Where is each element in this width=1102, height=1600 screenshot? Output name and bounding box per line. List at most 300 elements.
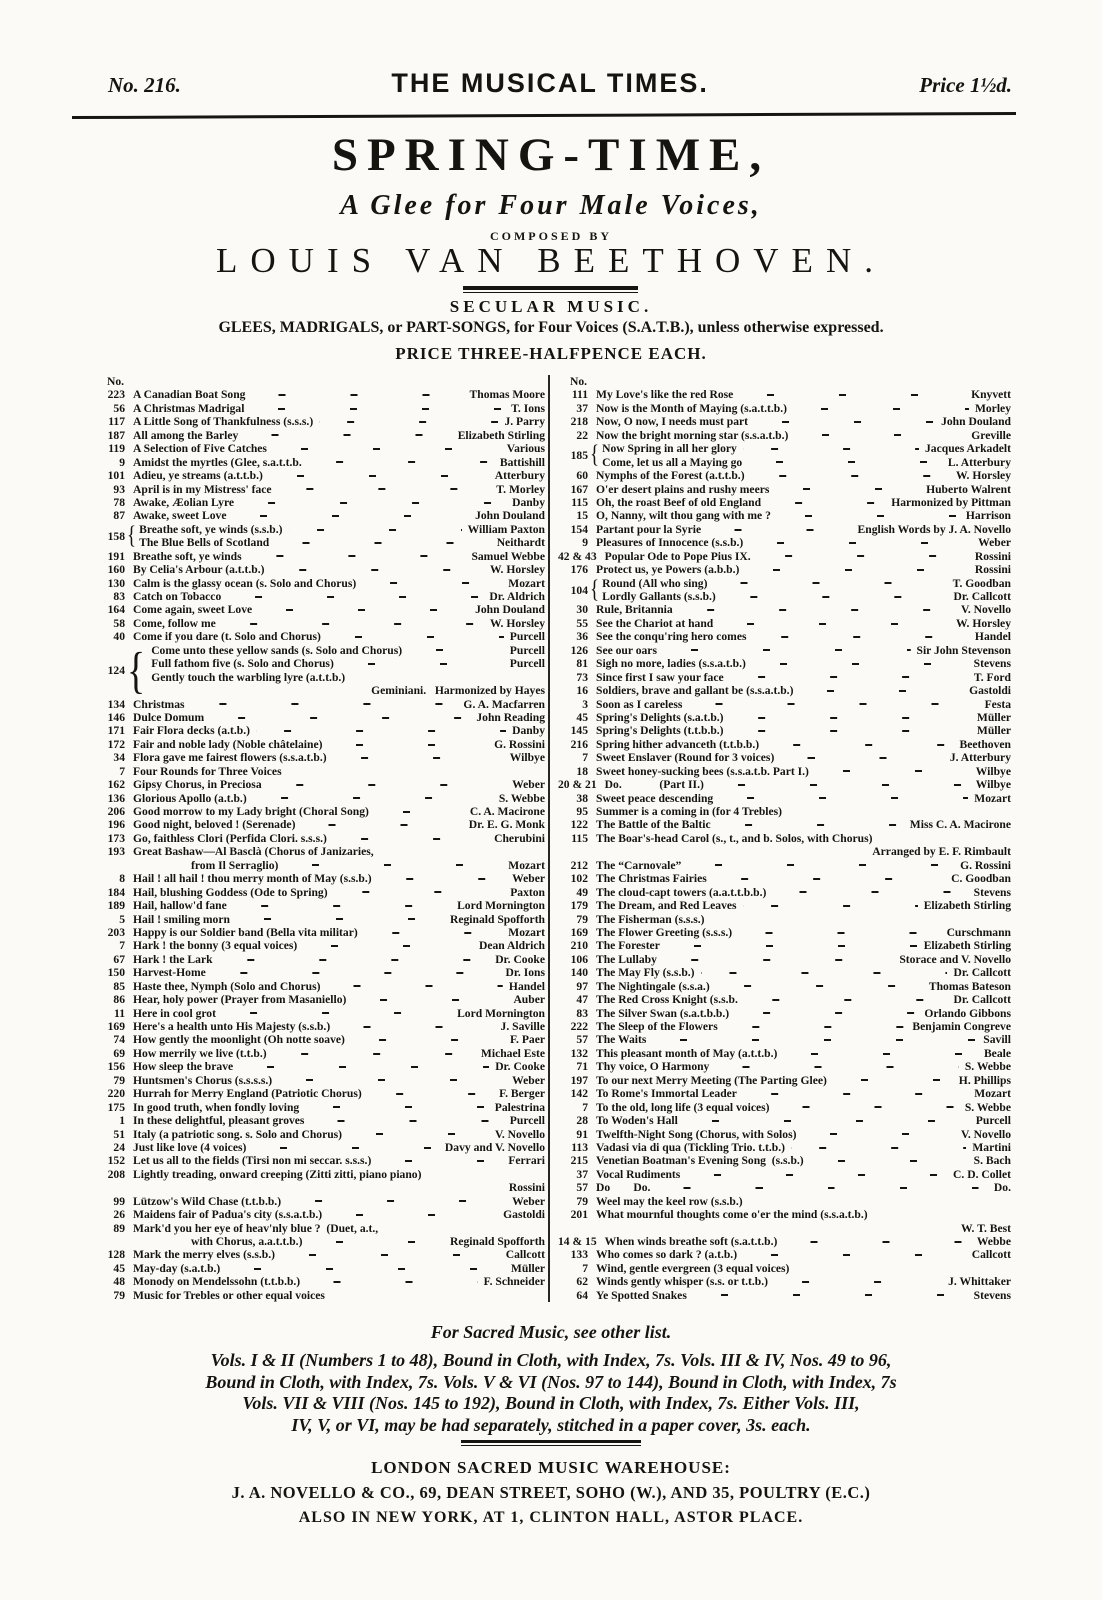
dash-leader (753, 636, 969, 638)
item-title: Sweet peace descending (596, 791, 714, 805)
item-title: Hear, holy power (Prayer from Masaniello) (133, 993, 347, 1007)
item-composer: Lord Mornington (457, 1006, 545, 1020)
list-item (602, 442, 1011, 455)
dash-leader (767, 502, 885, 504)
list-item (95, 1060, 545, 1073)
item-title: The Flower Greeting (s.s.s.) (596, 925, 733, 939)
issue-number: No. 216. (108, 73, 181, 97)
item-title: In good truth, when fondly loving (133, 1100, 300, 1114)
list-item (95, 792, 545, 805)
dash-leader (287, 1200, 506, 1202)
dash-leader (739, 394, 965, 396)
item-composer: Storace and V. Novello (899, 952, 1011, 966)
dash-leader (783, 1053, 978, 1055)
item-composer: W. T. Best (960, 1221, 1011, 1235)
item-composer: Dr. Callcott (953, 966, 1011, 980)
address-line-2: ALSO IN NEW YORK, AT 1, CLINTON HALL, ASTOR PLACE. (298, 1509, 804, 1526)
item-composer: Greville (971, 428, 1011, 442)
item-number: 208 (107, 1167, 125, 1181)
list-item (95, 483, 545, 496)
dash-leader (794, 434, 965, 436)
item-title: Vadasi via di qua (Tickling Trio. t.t.b.) (596, 1140, 785, 1154)
item-composer: Mozart (508, 858, 545, 872)
item-number: 51 (113, 1127, 125, 1141)
item-composer: John Douland (941, 415, 1011, 429)
item-title: Soldiers, brave and gallant be (s.s.a.t.b.) (596, 684, 794, 698)
item-title: Spring hither advanceth (t.t.b.b.) (596, 737, 760, 751)
item-title: Hail, hallow'd fane (133, 899, 227, 913)
item-title: Sweet honey-sucking bees (s.s.a.t.b. Part I.) (596, 764, 809, 778)
item-composer: Jacques Arkadelt (925, 442, 1011, 456)
item-title: Come, let us all a Maying go (602, 455, 743, 469)
item-title: Fair Flora decks (a.t.b.) (133, 724, 250, 738)
list-item (95, 953, 545, 966)
masthead-rule (72, 112, 1016, 119)
item-number: 216 (570, 737, 588, 751)
item-title: The Dream, and Red Leaves (596, 899, 737, 913)
dash-leader (308, 1241, 444, 1243)
item-composer: Elizabeth Stirling (457, 428, 545, 442)
list-item (558, 1262, 1011, 1275)
dash-leader (743, 905, 918, 907)
item-number: 81 (576, 657, 588, 671)
dash-leader (710, 784, 970, 786)
item-composer: W. Horsley (956, 616, 1011, 630)
item-title: To Woden's Hall (596, 1114, 678, 1128)
item-title: My Love's like the red Rose (596, 388, 734, 402)
item-number: 142 (570, 1087, 588, 1101)
dash-leader (227, 596, 483, 598)
list-item (95, 1101, 545, 1114)
item-title: Spring's Delights (s.a.t.b.) (596, 710, 724, 724)
item-title: Amidst the myrtles (Glee, s.a.t.t.b. (133, 455, 302, 469)
list-item (558, 738, 1011, 751)
dash-leader (351, 1039, 504, 1041)
list-item (558, 1141, 1011, 1154)
journal-title: THE MUSICAL TIMES. (391, 68, 709, 98)
dash-leader (378, 878, 507, 880)
item-title: Sigh no more, ladies (s.s.a.t.b.) (596, 657, 746, 671)
item-title: Since first I saw your face (596, 670, 724, 684)
item-composer: Webbe (976, 1235, 1011, 1248)
list-item-group (95, 523, 545, 550)
item-composer: John Douland (475, 603, 545, 617)
item-number: 160 (107, 563, 125, 577)
list-item (95, 1235, 545, 1248)
item-composer: J. Saville (500, 1020, 545, 1033)
dash-leader (686, 1174, 947, 1176)
dash-leader (281, 1254, 500, 1256)
item-number: 16 (576, 684, 588, 698)
item-number: 69 (113, 1046, 125, 1060)
item-composer: Rossini (974, 549, 1011, 563)
item-number: 34 (113, 751, 125, 765)
item-number: 119 (108, 442, 125, 456)
list-item (558, 698, 1011, 711)
dash-leader (256, 730, 506, 732)
list-item (558, 563, 1011, 576)
item-title: Christmas (133, 697, 185, 711)
list-item (558, 805, 1011, 818)
item-composer: Battishill (499, 455, 545, 469)
dash-leader (735, 1012, 918, 1014)
item-number: 146 (107, 710, 125, 724)
dash-leader (219, 959, 490, 961)
item-title: The Boar's-head Carol (s., t., and b. Solos, with Chorus) (596, 831, 873, 845)
list-item (558, 832, 1011, 845)
item-title: Mark'd you her eye of heav'nly blue ? (Duet, a.t., (133, 1221, 379, 1235)
list-item (95, 1289, 545, 1302)
item-composer: Weber (512, 1073, 545, 1087)
list-item (95, 550, 545, 563)
dash-leader (743, 1093, 968, 1095)
item-number: 56 (113, 401, 125, 415)
dash-leader (252, 1147, 439, 1149)
list-item (558, 899, 1011, 912)
item-title: Just like love (4 voices) (133, 1140, 247, 1154)
brace-glyph: { (127, 641, 146, 698)
dash-leader (743, 1254, 966, 1256)
item-number: 162 (107, 778, 125, 792)
item-title: Go, faithless Clori (Perfida Clori. s.s.s.) (133, 831, 327, 845)
dash-leader (679, 609, 955, 611)
item-composer: Elizabeth Stirling (923, 899, 1011, 913)
footer-divider-rule (461, 1440, 641, 1446)
item-number: 169 (570, 925, 588, 939)
dash-leader (250, 408, 505, 410)
dash-leader (233, 905, 451, 907)
item-title: See the Chariot at hand (596, 616, 714, 630)
item-title: Hail ! all hail ! thou merry month of May (s.s.b.) (133, 872, 372, 886)
list-item (558, 859, 1011, 872)
item-number: 78 (113, 495, 125, 509)
item-composer: Davy and V. Novello (444, 1140, 545, 1154)
column-header: No. (570, 375, 588, 388)
item-title: The Fisherman (s.s.s.) (596, 912, 705, 926)
volumes-info (0, 1350, 1102, 1436)
item-composer: F. Schneider (483, 1275, 545, 1289)
list-item (95, 886, 545, 899)
item-title: The May Fly (s.s.b.) (596, 966, 695, 980)
work-subtitle: A Glee for Four Male Voices, (340, 190, 762, 221)
item-composer: Dr. Callcott (953, 590, 1011, 603)
list-item-group (95, 641, 545, 698)
item-composer: Geminiani. Harmonized by Hayes (371, 684, 545, 698)
item-title: Gently touch the warbling lyre (a.t.t.b.) (151, 670, 346, 684)
item-composer: S. Webbe (498, 791, 545, 805)
dash-leader (210, 717, 470, 719)
list-item (558, 536, 1011, 549)
item-title: The Sleep of the Flowers (596, 1020, 718, 1033)
dash-leader (745, 569, 969, 571)
item-number: 14 & 15 (558, 1235, 597, 1248)
list-item (95, 442, 545, 455)
item-number: 7 (582, 1261, 588, 1275)
list-item (558, 429, 1011, 442)
item-number: 3 (582, 697, 588, 711)
list-item (95, 630, 545, 643)
item-title: Twelfth-Night Song (Chorus, with Solos) (596, 1127, 797, 1141)
item-composer: G. Rossini (960, 858, 1011, 872)
item-number: 158 (107, 529, 125, 543)
item-number: 189 (107, 899, 125, 913)
dash-leader (362, 582, 502, 584)
dash-leader (306, 1281, 477, 1283)
list-item (95, 1087, 545, 1100)
sacred-music-note: For Sacred Music, see other list. (430, 1322, 672, 1342)
item-composer: Wilbye (975, 778, 1011, 792)
item-composer: Sir John Stevenson (916, 643, 1011, 657)
list-item (151, 684, 545, 697)
item-number: 136 (107, 791, 125, 805)
item-title: The cloud-capt towers (a.a.t.t.b.b.) (596, 885, 767, 899)
list-item (558, 872, 1011, 885)
item-number: 42 & 43 (558, 549, 597, 563)
dash-leader (833, 1079, 953, 1081)
item-number: 185 (570, 449, 588, 463)
composed-by-label: COMPOSED BY (489, 229, 612, 243)
item-composer: John Reading (476, 710, 545, 724)
list-item (558, 496, 1011, 509)
dash-leader (791, 1147, 966, 1149)
item-title: Who comes so dark ? (a.t.b.) (596, 1248, 738, 1262)
item-number: 45 (113, 1261, 125, 1275)
item-composer: J. Whittaker (948, 1275, 1011, 1289)
item-number: 179 (570, 899, 588, 913)
item-title: Weel may the keel row (s.s.b.) (596, 1194, 743, 1208)
list-item (558, 818, 1011, 831)
item-number: 7 (582, 1100, 588, 1114)
item-title: Partant pour la Syrie (596, 522, 702, 536)
dash-leader (289, 529, 462, 531)
list-item (95, 563, 545, 576)
list-item (95, 1047, 545, 1060)
item-number: 79 (113, 1073, 125, 1087)
item-title: By Celia's Arbour (a.t.t.b.) (133, 563, 265, 577)
category-line: GLEES, MADRIGALS, or PART-SONGS, for Four Voices (S.A.T.B.), unless otherwise expressed. (218, 319, 884, 336)
list-item (558, 388, 1011, 401)
item-composer: T. Ions (511, 401, 545, 415)
list-item (558, 1208, 1011, 1221)
list-item (558, 603, 1011, 616)
item-number: 5 (119, 912, 125, 926)
list-item (558, 751, 1011, 764)
item-composer: Miss C. A. Macirone (909, 818, 1011, 832)
item-composer: W. Horsley (490, 563, 545, 577)
dash-leader (327, 636, 504, 638)
dash-leader (719, 623, 950, 625)
list-item (602, 590, 1011, 603)
list-item (95, 1033, 545, 1046)
item-number: 134 (107, 697, 125, 711)
item-number: 89 (113, 1221, 125, 1235)
item-composer: J. Atterbury (949, 751, 1011, 765)
item-title: Awake, sweet Love (133, 509, 227, 523)
item-composer: J. Parry (504, 415, 545, 429)
item-composer: Auber (513, 993, 545, 1007)
dash-leader (751, 475, 950, 477)
dash-leader (239, 1066, 489, 1068)
item-number: 37 (576, 1167, 588, 1181)
item-number: 152 (107, 1154, 125, 1168)
item-title: Popular Ode to Pope Pius IX. (604, 549, 751, 563)
list-item (558, 1128, 1011, 1141)
item-title: Here in cool grot (133, 1006, 216, 1020)
dash-leader (730, 717, 971, 719)
item-title: This pleasant month of May (a.t.t.b.) (596, 1046, 778, 1060)
item-number: 37 (576, 401, 588, 415)
list-item (558, 1168, 1011, 1181)
item-composer: Reginald Spofforth (449, 1235, 545, 1248)
item-title: Great Bashaw—Al Basclà (Chorus of Janizaries, (133, 845, 374, 859)
list-item (95, 617, 545, 630)
dash-leader (236, 918, 444, 920)
item-number: 99 (113, 1194, 125, 1208)
item-title: A Selection of Five Catches (133, 442, 267, 456)
item-title: Come, follow me (133, 616, 216, 630)
item-title: Maidens fair of Padua's city (s.s.a.t.b.) (133, 1208, 323, 1222)
dash-leader (305, 1106, 489, 1108)
item-number: 45 (576, 710, 588, 724)
price-label: Price 1½d. (919, 73, 1012, 97)
item-title: Here's a health unto His Majesty (s.s.b.) (133, 1020, 331, 1033)
item-composer: Mozart (508, 925, 545, 939)
list-item (151, 644, 545, 657)
list-item (558, 415, 1011, 428)
item-composer: F. Paer (510, 1033, 545, 1047)
item-title: Hark ! the bonny (3 equal voices) (133, 939, 298, 953)
item-composer: Wilbye (975, 764, 1011, 778)
list-item (95, 1007, 545, 1020)
item-title: To Rome's Immortal Leader (596, 1087, 737, 1101)
address-line-1: J. A. NOVELLO & CO., 69, DEAN STREET, SOHO (W.), AND 35, POULTRY (E.C.) (231, 1483, 871, 1502)
item-title: Breathe soft, ye winds (s.s.b.) (139, 522, 283, 536)
item-title: Wind, gentle evergreen (3 equal voices) (596, 1261, 790, 1275)
item-composer: G. Rossini (494, 737, 545, 751)
item-composer: John Douland (475, 509, 545, 523)
item-number: 83 (113, 590, 125, 603)
item-composer: Elizabeth Stirling (923, 939, 1011, 953)
item-composer: Callcott (505, 1248, 545, 1262)
group-items (602, 442, 1011, 469)
list-item (95, 872, 545, 885)
item-number: 111 (571, 388, 588, 402)
item-composer: Michael Este (480, 1046, 545, 1060)
item-title: How gently the moonlight (Oh notte soave) (133, 1033, 345, 1047)
volumes-line: Vols. I & II (Numbers 1 to 48), Bound in Cloth, with Index, 7s. Vols. III & IV, Nos. 49 to 96, (210, 1350, 892, 1370)
list-item (558, 1060, 1011, 1073)
list-item (558, 1289, 1011, 1302)
list-item (558, 509, 1011, 522)
item-composer: Weber (512, 778, 545, 792)
dash-leader (713, 582, 946, 584)
item-number: 58 (113, 616, 125, 630)
item-number: 102 (570, 872, 588, 886)
item-composer: T. Goodban (952, 576, 1011, 590)
item-number: 79 (576, 1194, 588, 1208)
item-number: 38 (576, 791, 588, 805)
dash-leader (810, 1160, 968, 1162)
item-number: 49 (576, 885, 588, 899)
list-item (95, 456, 545, 469)
item-number: 140 (570, 966, 588, 980)
item-number: 11 (114, 1006, 125, 1020)
item-composer: Mozart (974, 791, 1011, 805)
item-number: 48 (113, 1275, 125, 1289)
item-number: 206 (107, 805, 125, 818)
item-number: 87 (113, 509, 125, 523)
item-composer: Arranged by E. F. Rimbault (872, 845, 1011, 859)
list-item (558, 1087, 1011, 1100)
item-number: 57 (576, 1181, 588, 1195)
item-title: April is in my Mistress' face (133, 482, 272, 496)
item-number: 62 (576, 1275, 588, 1289)
item-composer: Gastoldi (969, 684, 1011, 698)
list-item (558, 711, 1011, 724)
dash-leader (687, 864, 954, 866)
item-number: 101 (107, 469, 125, 483)
composer-name: LOUIS VAN BEETHOVEN. (216, 241, 886, 280)
item-composer: Gastoldi (503, 1208, 545, 1222)
item-composer: Müller (510, 1261, 545, 1275)
item-composer: Danby (512, 495, 545, 509)
dash-leader (278, 488, 491, 490)
list-item (95, 388, 545, 401)
dash-leader (715, 1066, 958, 1068)
catalog-column-left (95, 375, 545, 1302)
dash-leader (336, 1026, 494, 1028)
item-number: 85 (113, 979, 125, 993)
masthead (108, 68, 1012, 99)
list-item (558, 630, 1011, 643)
item-title: Music for Trebles or other equal voices (133, 1288, 325, 1302)
list-item (95, 577, 545, 590)
dash-leader (774, 1281, 942, 1283)
item-composer: S. Webbe (964, 1060, 1011, 1074)
item-title: Let us all to the fields (Tirsi non mi seccar. s.s.s.) (133, 1154, 372, 1168)
item-title: Spring's Delights (t.t.b.b.) (596, 724, 724, 738)
item-composer: Purcell (509, 1114, 545, 1128)
item-composer: Weber (978, 536, 1011, 550)
list-item (558, 939, 1011, 952)
item-composer: Orlando Gibbons (924, 1006, 1011, 1020)
item-composer: Thomas Moore (469, 388, 545, 402)
item-composer: Purcell (509, 643, 545, 657)
item-number: 30 (576, 603, 588, 617)
item-title: Dulce Domum (133, 710, 205, 724)
item-number: 126 (570, 643, 588, 657)
item-composer: S. Webbe (964, 1100, 1011, 1114)
dash-leader (301, 824, 462, 826)
list-item (95, 1208, 545, 1221)
item-number: 40 (113, 630, 125, 644)
list-item (95, 1168, 545, 1181)
dash-leader (688, 703, 978, 705)
list-item (558, 980, 1011, 993)
dash-leader (240, 502, 506, 504)
list-item (558, 657, 1011, 670)
item-title: In these delightful, pleasant groves (133, 1114, 305, 1128)
list-item (95, 1141, 545, 1154)
dash-leader (772, 891, 967, 893)
list-item (602, 577, 1011, 590)
item-title: How merrily we live (t.t.b.) (133, 1046, 267, 1060)
dash-leader (268, 784, 507, 786)
item-composer: Dr. E. G. Monk (468, 818, 545, 832)
list-item (558, 966, 1011, 979)
list-item (558, 926, 1011, 939)
item-number: 122 (570, 818, 588, 832)
